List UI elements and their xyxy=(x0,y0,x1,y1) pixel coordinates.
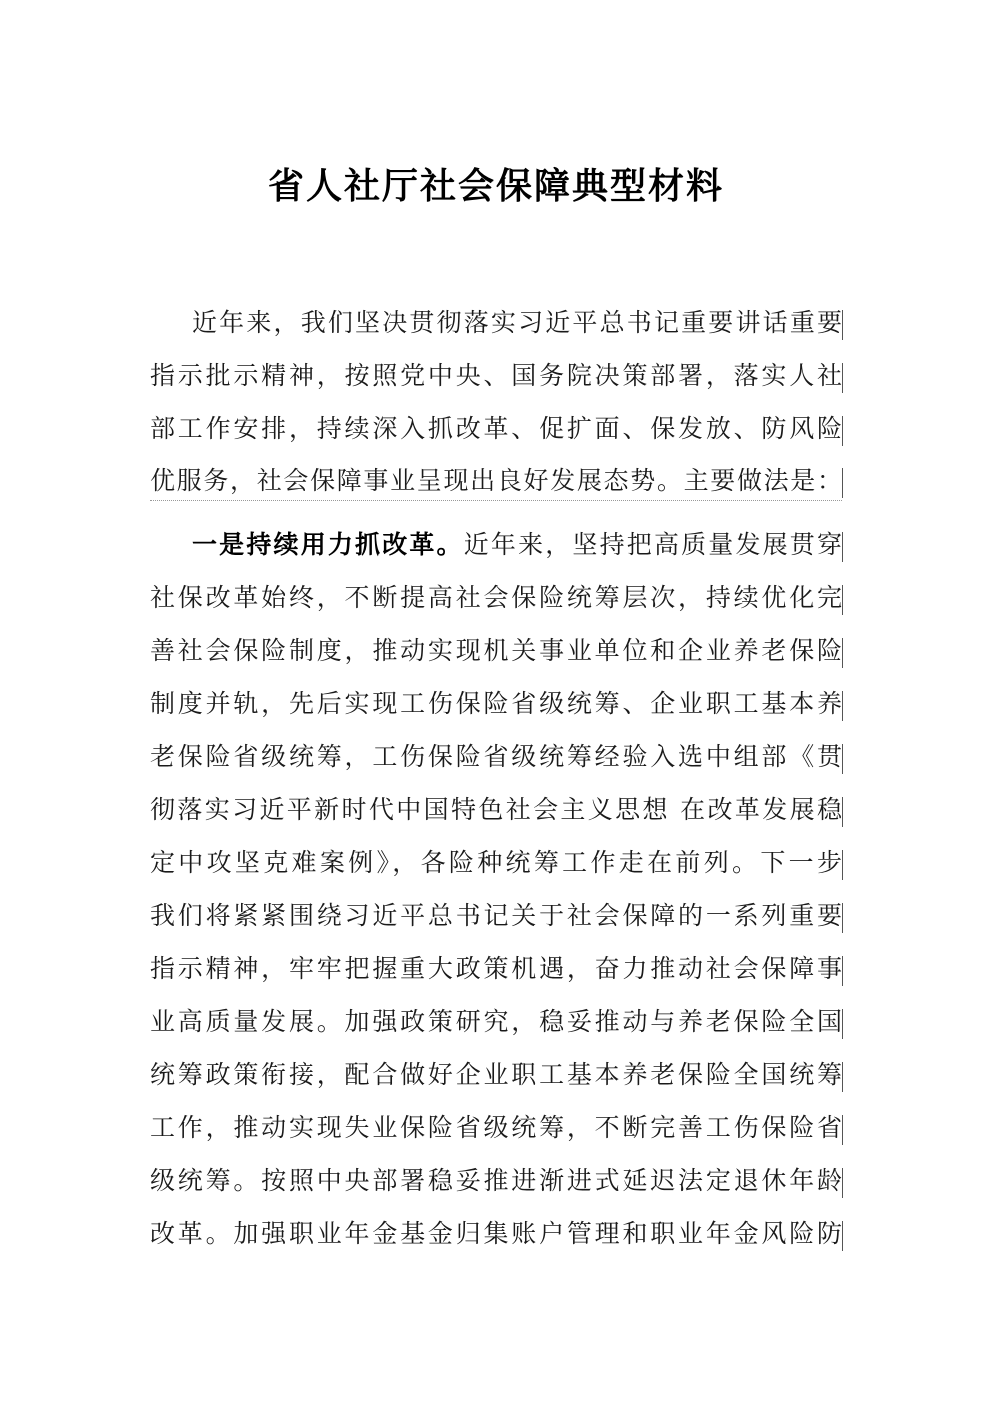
section1-line: 我们将紧紧围绕习近平总书记关于社会保障的一系列重要 xyxy=(150,901,842,930)
section1-line: 业高质量发展。加强政策研究，稳妥推动与养老保险全国 xyxy=(150,1007,842,1036)
section1-line-1 xyxy=(192,525,842,565)
section1-line: 指示精神，牢牢把握重大政策机遇，奋力推动社会保障事 xyxy=(150,954,842,983)
section1-line: 制度并轨，先后实现工伤保险省级统筹、企业职工基本养 xyxy=(150,689,842,718)
section1-line: 改革。加强职业年金基金归集账户管理和职业年金风险防 xyxy=(150,1219,842,1248)
margin-rule xyxy=(842,1168,843,1198)
intro-line-1: 近年来，我们坚决贯彻落实习近平总书记重要讲话重要 xyxy=(192,308,842,337)
margin-rule xyxy=(842,468,843,498)
section1-line: 统筹政策衔接，配合做好企业职工基本养老保险全国统筹 xyxy=(150,1060,842,1089)
section1-line: 工作，推动实现失业保险省级统筹，不断完善工伤保险省 xyxy=(150,1113,842,1142)
section1-line: 级统筹。按照中央部署稳妥推进渐进式延迟法定退休年龄 xyxy=(150,1166,842,1195)
margin-rule xyxy=(842,1221,843,1251)
margin-rule xyxy=(842,850,843,880)
margin-rule xyxy=(842,956,843,986)
intro-line-3: 部工作安排，持续深入抓改革、促扩面、保发放、防风险 xyxy=(150,414,842,443)
margin-rule xyxy=(842,310,843,340)
section1-line: 善社会保险制度，推动实现机关事业单位和企业养老保险 xyxy=(150,636,842,665)
margin-rule xyxy=(842,744,843,774)
intro-line-2: 指示批示精神，按照党中央、国务院决策部署，落实人社 xyxy=(150,361,842,390)
section1-line: 定中攻坚克难案例》，各险种统筹工作走在前列。下一步 xyxy=(150,848,842,877)
section1-line: 社保改革始终，不断提高社会保险统筹层次，持续优化完 xyxy=(150,583,842,612)
margin-rule xyxy=(842,363,843,393)
margin-rule xyxy=(842,691,843,721)
margin-rule xyxy=(842,1062,843,1092)
margin-rule xyxy=(842,903,843,933)
section1-line: 老保险省级统筹，工伤保险省级统筹经验入选中组部《贯 xyxy=(150,742,842,771)
margin-rule xyxy=(842,532,843,562)
margin-rule xyxy=(842,797,843,827)
margin-rule xyxy=(842,585,843,615)
intro-line-4: 优服务，社会保障事业呈现出良好发展态势。主要做法是： xyxy=(150,466,842,495)
section-divider xyxy=(150,500,842,501)
section1-line: 彻落实习近平新时代中国特色社会主义思想 在改革发展稳 xyxy=(150,795,842,824)
section1-lead: 一是持续用力抓改革。 xyxy=(192,530,464,559)
margin-rule xyxy=(842,1009,843,1039)
margin-rule xyxy=(842,638,843,668)
margin-rule xyxy=(842,416,843,446)
document-title: 省人社厅社会保障典型材料 xyxy=(267,165,724,207)
section1-line-1-text: 近年来，坚持把高质量发展贯穿 xyxy=(463,530,842,559)
margin-rule xyxy=(842,1115,843,1145)
